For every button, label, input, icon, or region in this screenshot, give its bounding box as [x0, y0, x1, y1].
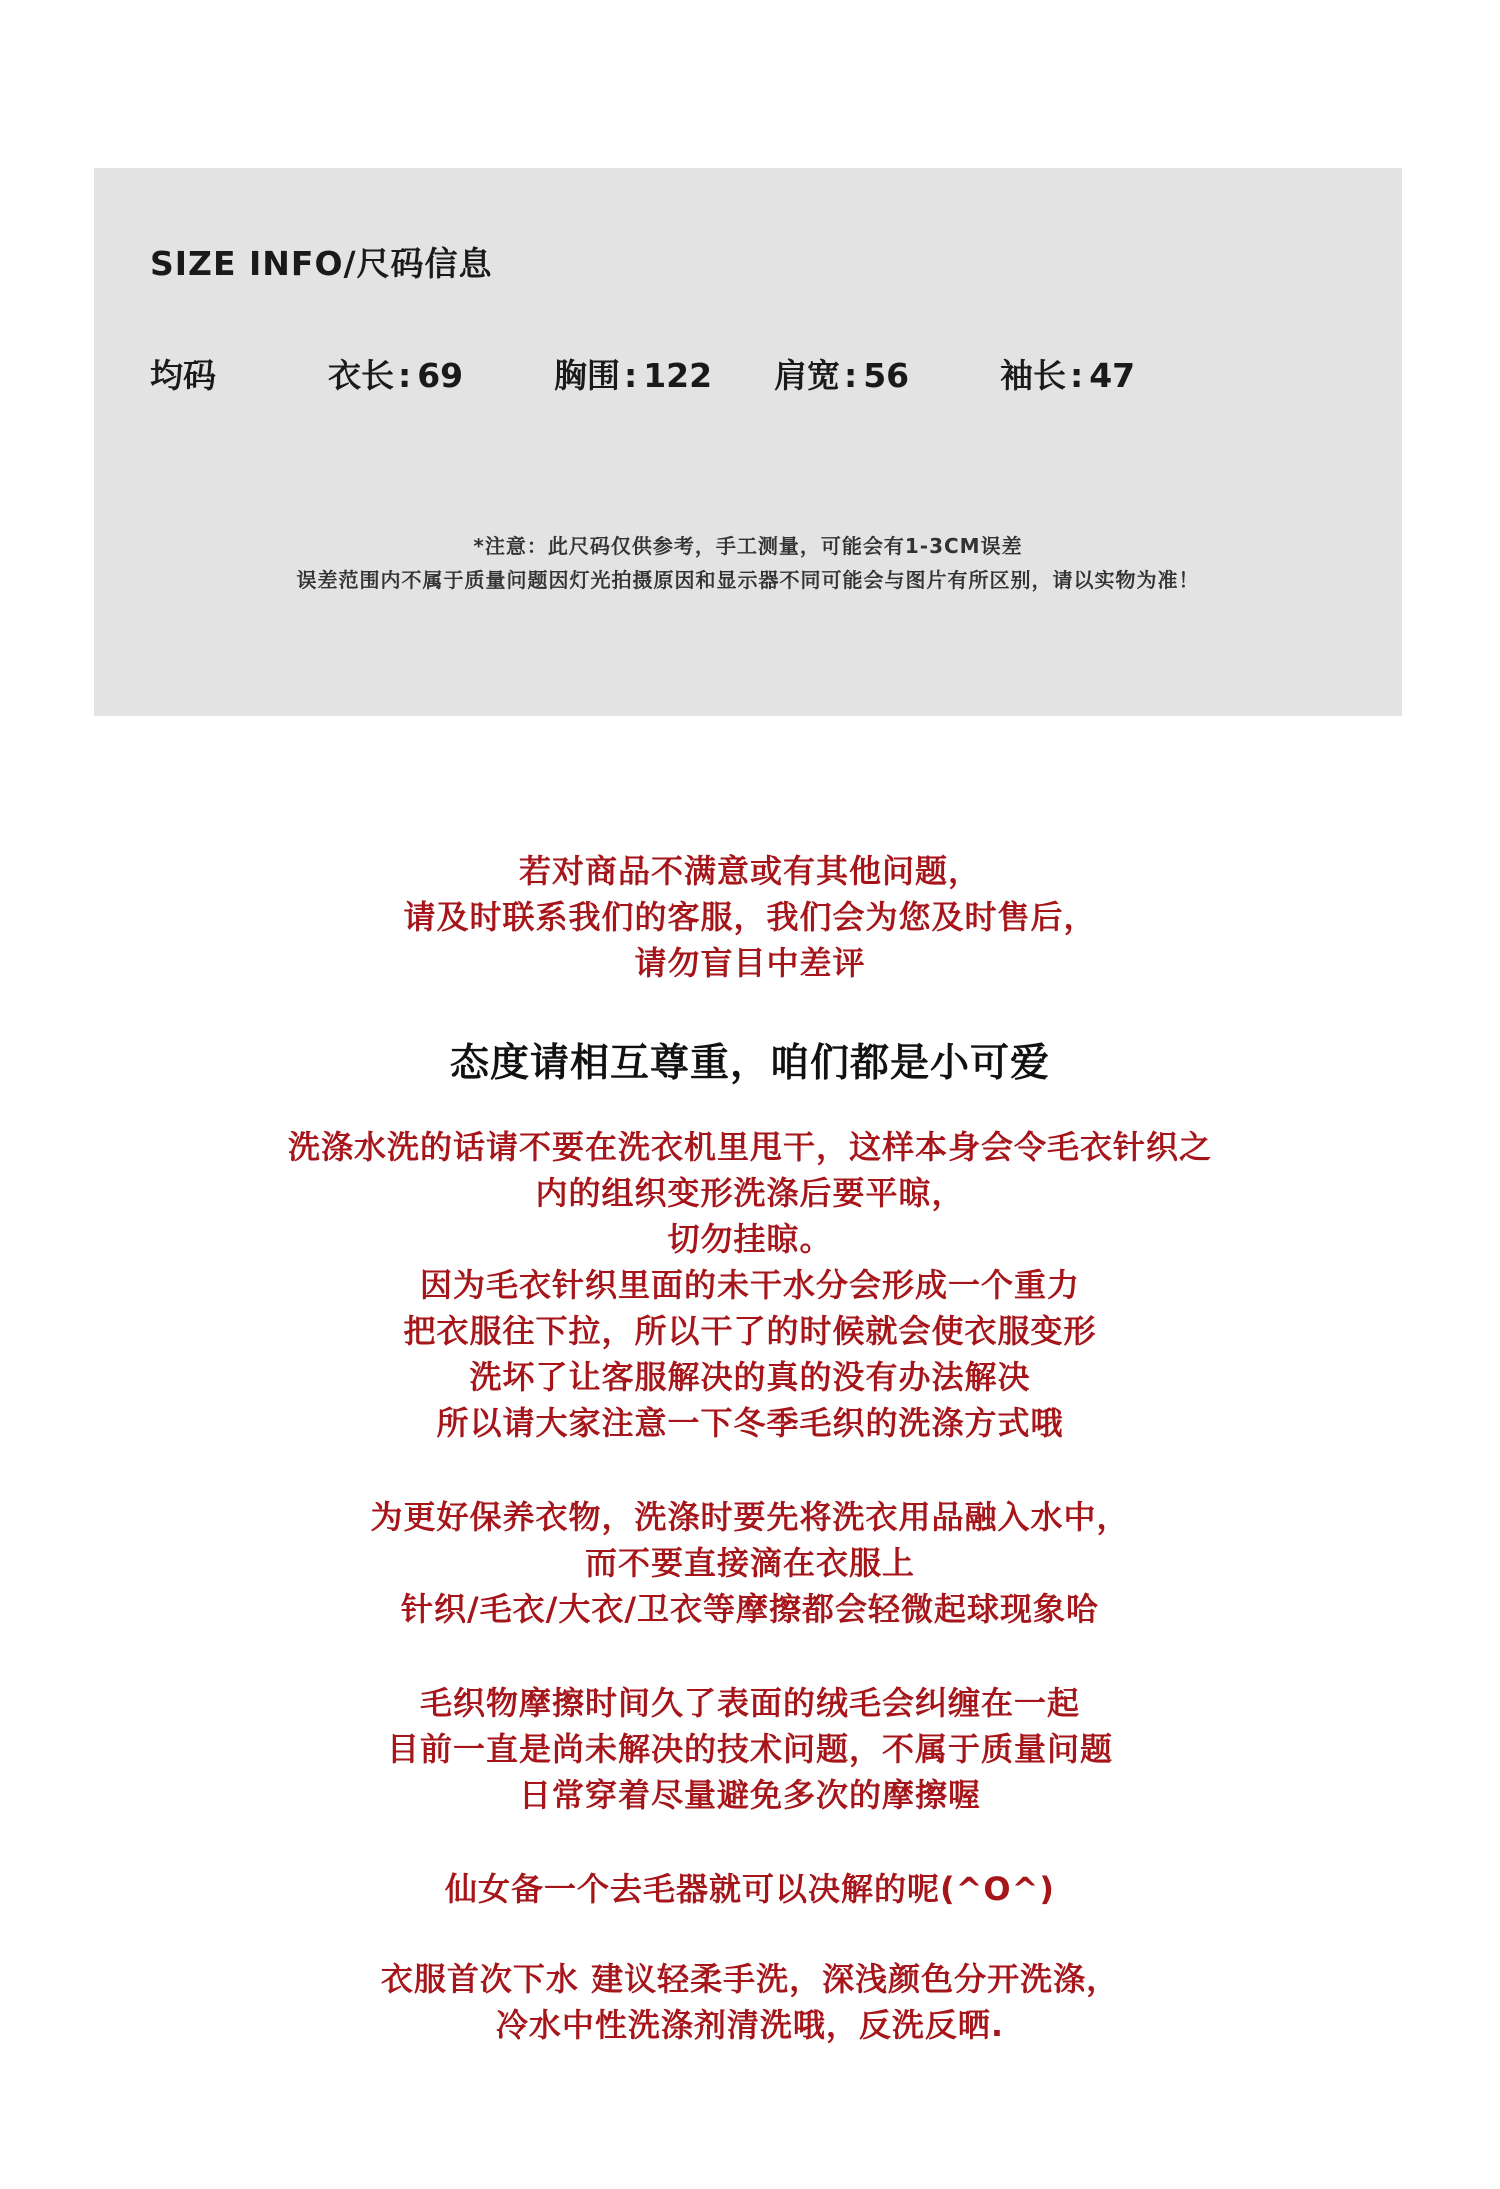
- measurement-length: [328, 350, 463, 397]
- measurement-value: 56: [863, 356, 910, 395]
- measurement-value: 47: [1089, 356, 1136, 395]
- notice-line: 洗涤水洗的话请不要在洗衣机里甩干，这样本身会令毛衣针织之: [287, 1128, 1212, 1166]
- notice-line: 冷水中性洗涤剂清洗哦，反洗反晒.: [495, 2006, 1005, 2044]
- notice-line: 所以请大家注意一下冬季毛织的洗涤方式哦: [436, 1404, 1064, 1442]
- notice-line: 请勿盲目中差评: [634, 944, 866, 982]
- measurement-separator: :: [624, 356, 638, 395]
- notice-line: 为更好保养衣物，洗涤时要先将洗衣用品融入水中，: [370, 1498, 1130, 1536]
- measurement-value: 69: [417, 356, 464, 395]
- notice-line: 内的组织变形洗涤后要平晾，: [535, 1174, 965, 1212]
- first-wash-advice: [0, 1956, 1500, 2048]
- measurement-separator: :: [1070, 356, 1084, 395]
- notice-line: 把衣服往下拉，所以干了的时候就会使衣服变形: [403, 1312, 1097, 1350]
- size-name: 均码: [150, 356, 216, 395]
- after-sales-notice: [0, 848, 1500, 986]
- measurement-label: 袖长: [1000, 356, 1066, 395]
- respect-line: 态度请相互尊重，咱们都是小可爱: [449, 1041, 1050, 1086]
- size-info-heading: SIZE INFO/尺码信息: [150, 244, 493, 283]
- respect-message: [0, 1032, 1500, 1088]
- measurement-label: 衣长: [328, 356, 394, 395]
- notice-line: 洗坏了让客服解决的真的没有办法解决: [469, 1358, 1031, 1396]
- measurement-value: 122: [643, 356, 713, 395]
- notice-line: 衣服首次下水 建议轻柔手洗，深浅颜色分开洗涤，: [380, 1960, 1120, 1998]
- notice-line: 而不要直接滴在衣服上: [584, 1544, 915, 1582]
- notice-line: 切勿挂晾。: [667, 1220, 833, 1258]
- measurement-separator: :: [844, 356, 858, 395]
- measurement-sleeve: [1000, 350, 1135, 397]
- washing-instructions: [0, 1124, 1500, 1446]
- notice-line: 仙女备一个去毛器就可以决解的呢(^O^): [444, 1870, 1056, 1908]
- size-note-line: 误差范围内不属于质量问题因灯光拍摄原因和显示器不同可能会与图片有所区别，请以实物为准！: [296, 568, 1200, 592]
- notice-line: 日常穿着尽量避免多次的摩擦喔: [518, 1776, 981, 1814]
- size-note-line: *注意：此尺码仅供参考，手工测量，可能会有1-3CM误差: [473, 534, 1023, 558]
- notice-line: 目前一直是尚未解决的技术问题，不属于质量问题: [386, 1730, 1113, 1768]
- measurement-label: 胸围: [554, 356, 620, 395]
- size-info-panel: [94, 168, 1402, 716]
- measurement-chest: [554, 350, 712, 397]
- notice-line: 毛织物摩擦时间久了表面的绒毛会纠缠在一起: [419, 1684, 1080, 1722]
- care-instructions: [0, 1494, 1500, 1632]
- notice-line: 针织/毛衣/大衣/卫衣等摩擦都会轻微起球现象哈: [400, 1590, 1100, 1628]
- measurement-separator: :: [398, 356, 412, 395]
- notice-line: 请及时联系我们的客服，我们会为您及时售后，: [403, 898, 1097, 936]
- measurement-shoulder: [774, 350, 909, 397]
- notice-line: 因为毛衣针织里面的未干水分会形成一个重力: [419, 1266, 1080, 1304]
- measurement-label: 肩宽: [774, 356, 840, 395]
- pilling-notice: [0, 1680, 1500, 1818]
- lint-remover-tip: [0, 1866, 1500, 1912]
- notice-line: 若对商品不满意或有其他问题，: [518, 852, 981, 890]
